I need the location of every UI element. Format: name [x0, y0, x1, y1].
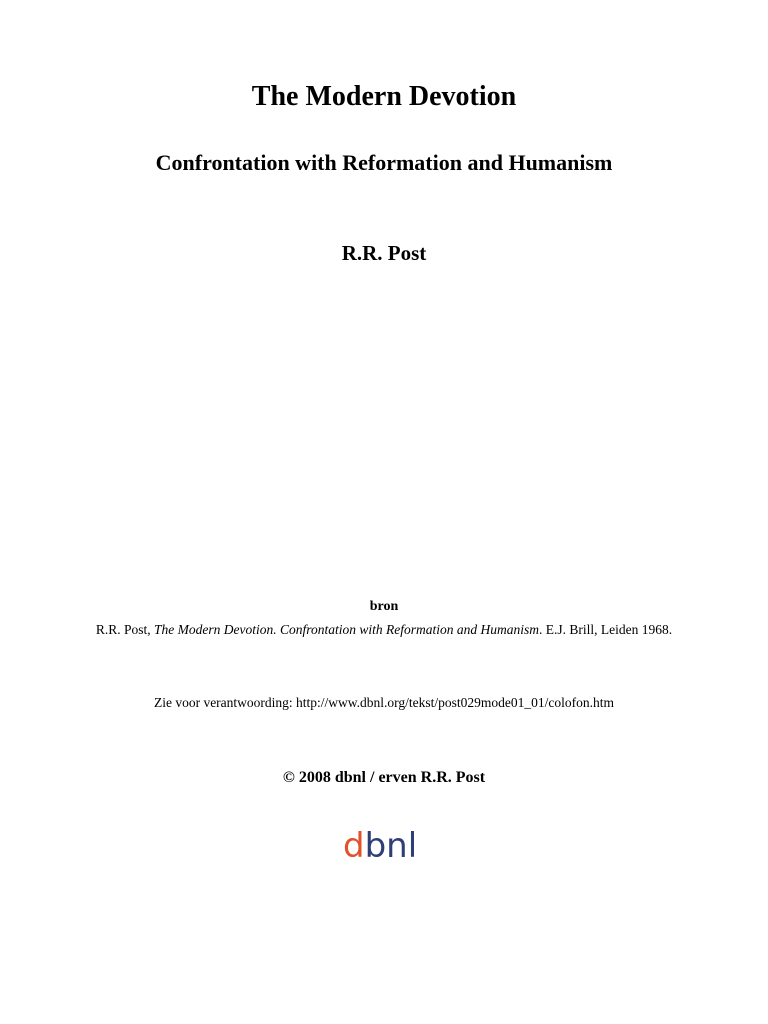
source-citation: [70, 621, 698, 639]
dbnl-logo-icon: [341, 822, 431, 864]
dbnl-logo-text: [343, 826, 417, 864]
source-author: R.R. Post,: [95, 622, 155, 637]
book-subtitle: Confrontation with Reformation and Humanism: [155, 150, 613, 175]
source-publisher: . E.J. Brill, Leiden 1968.: [539, 622, 673, 637]
colofon-reference: Zie voor verantwoording: http://www.dbnl.org/tekst/post029mode01_01/colofon.htm: [153, 695, 615, 710]
book-title: The Modern Devotion: [251, 81, 517, 112]
dbnl-logo-letters-bnl: bnl: [364, 826, 418, 864]
source-work-title: The Modern Devotion. Confrontation with Reformation and Humanism: [154, 622, 540, 637]
dbnl-logo-letter-d: d: [343, 826, 365, 864]
copyright-notice: © 2008 dbnl / erven R.R. Post: [282, 769, 486, 786]
book-author: R.R. Post: [341, 241, 427, 265]
source-label: bron: [369, 599, 399, 614]
